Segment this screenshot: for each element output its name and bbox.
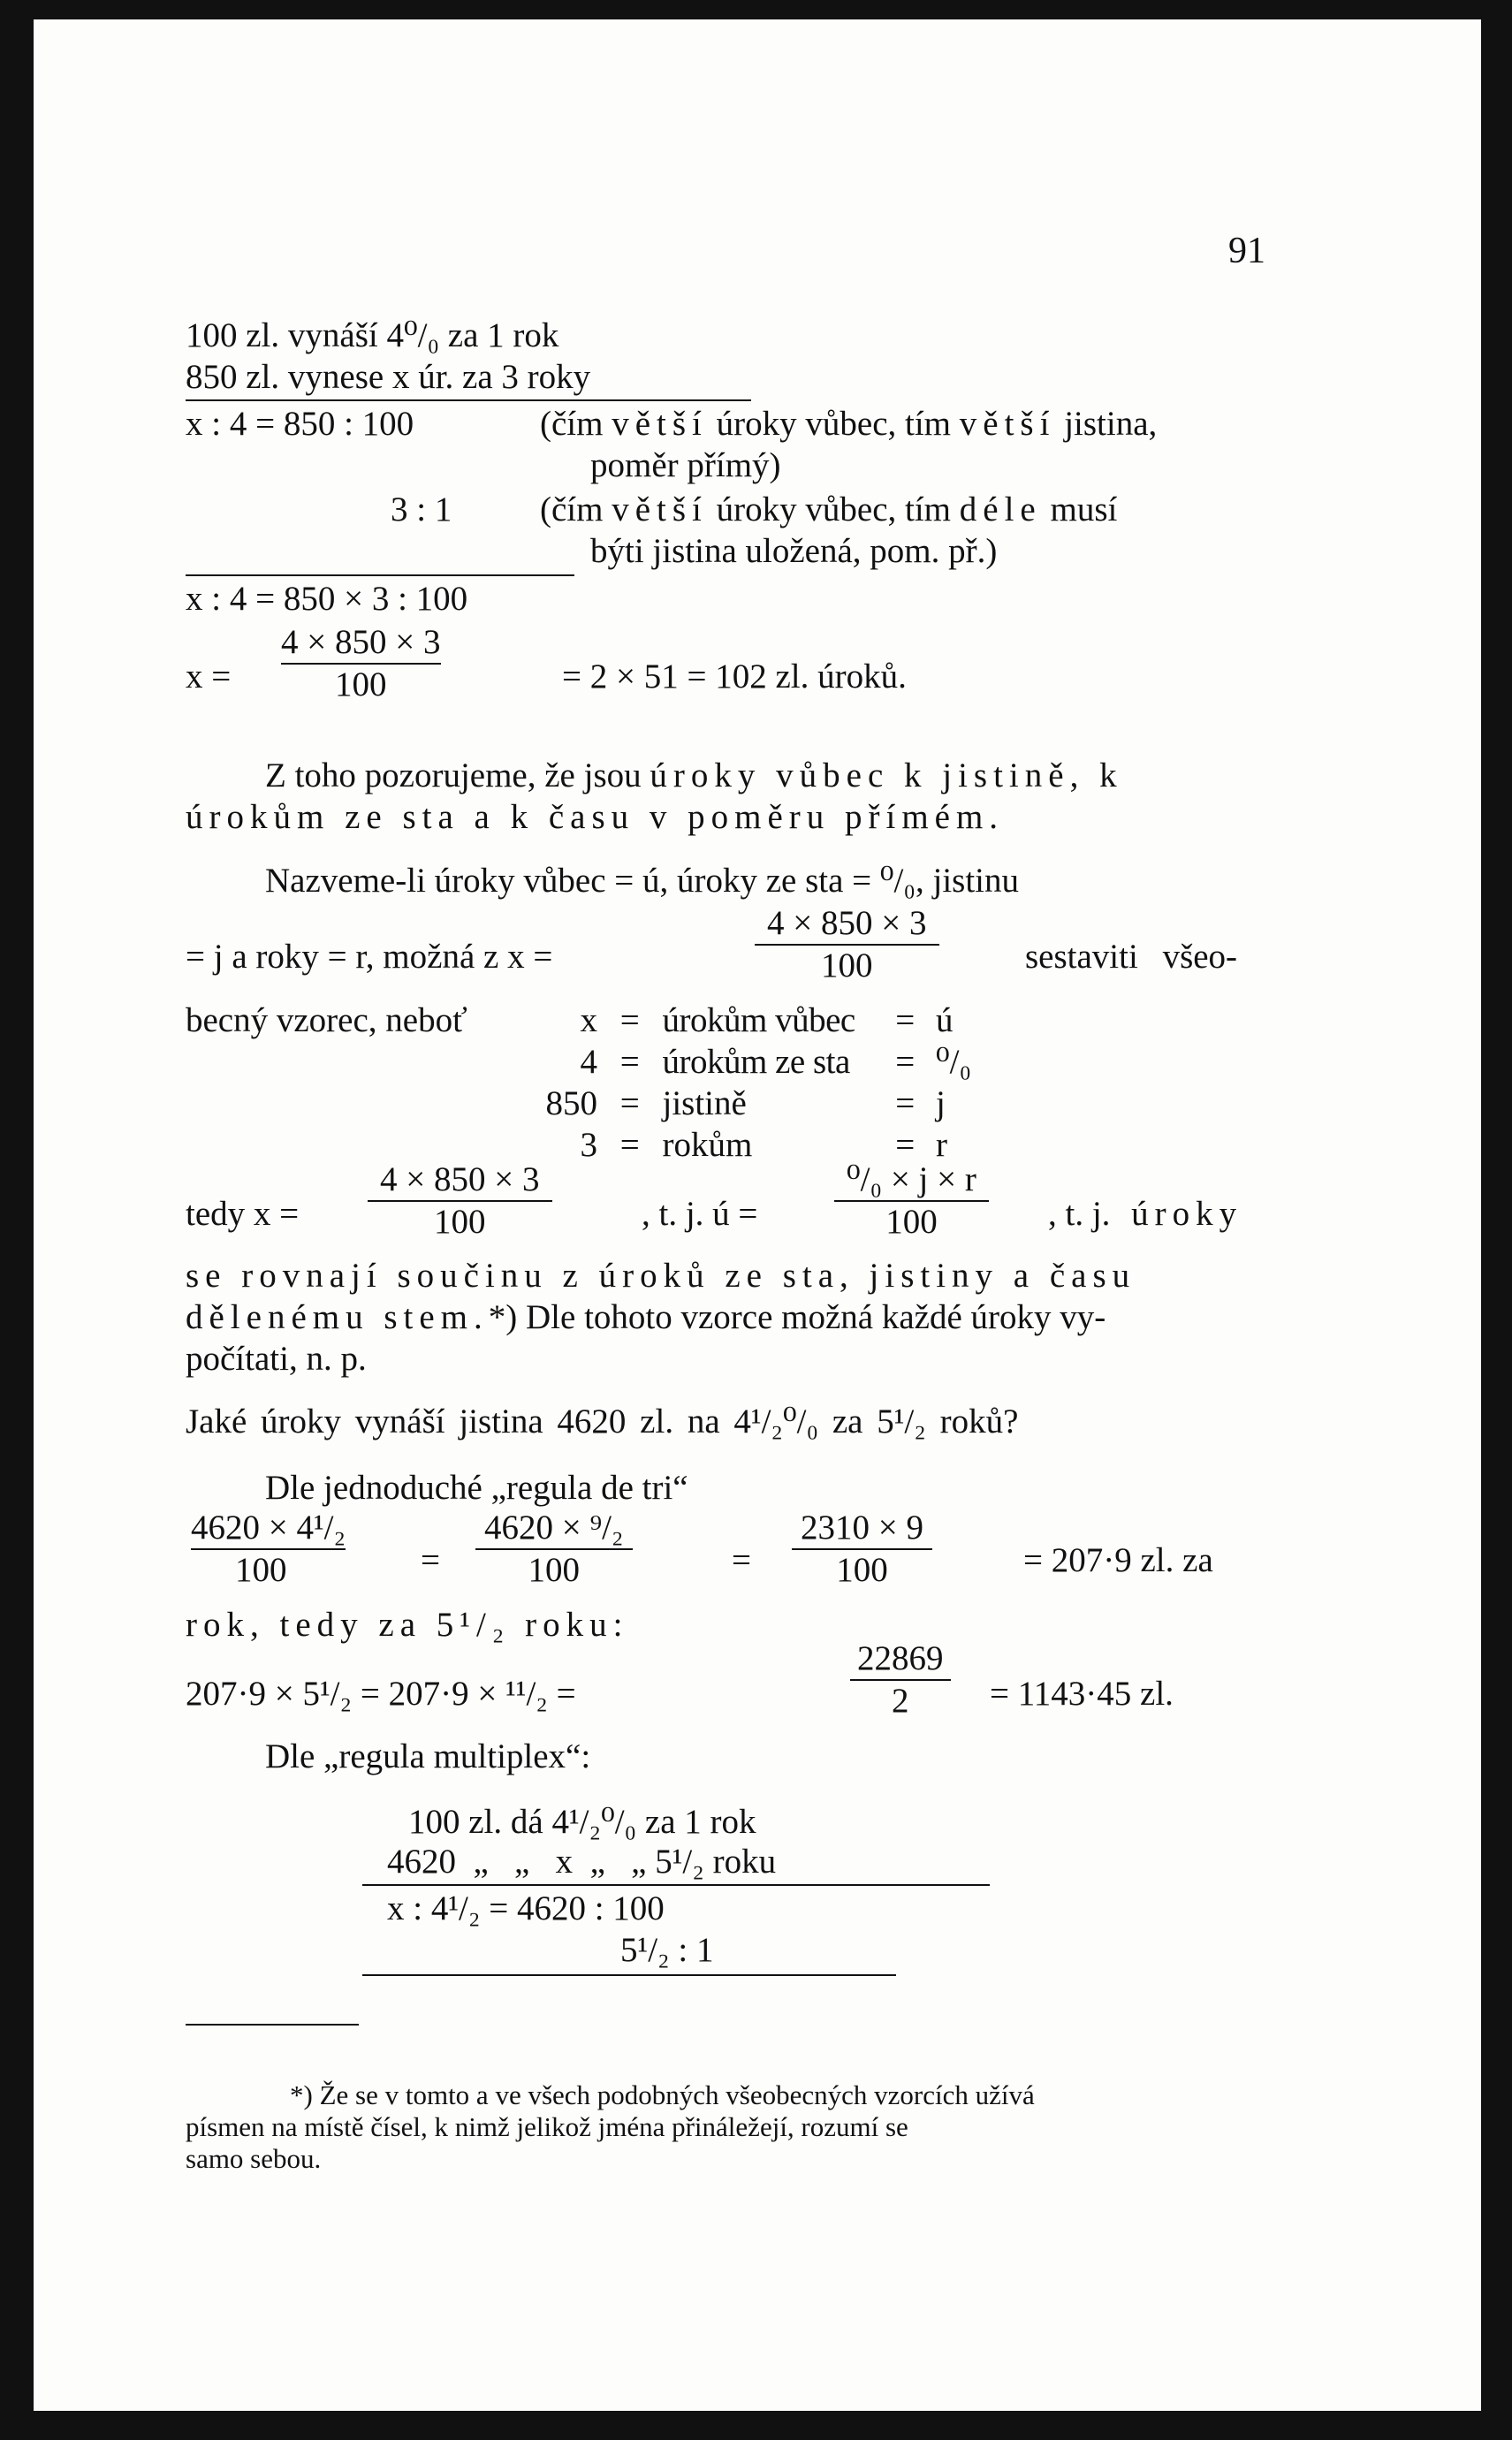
paragraph-line: Nazveme-li úroky vůbec = ú, úroky ze sta = ⁰/₀, jistinu (265, 862, 1020, 900)
legend-eq: = (895, 1126, 916, 1164)
section-heading: Dle jednoduché „regula de tri“ (265, 1469, 688, 1507)
section-heading: Dle „regula multiplex“: (265, 1737, 591, 1775)
text-line: 4620 „ „ x „ „ 5¹/₂ roku (387, 1843, 777, 1881)
proportion-line: 3 : 1 (391, 490, 452, 528)
proportion-note (540, 405, 1157, 444)
text-part: , t. j. (1048, 1195, 1111, 1233)
rule (362, 1974, 896, 1976)
note-part: (čím (540, 490, 604, 528)
legend-eq: = (619, 1084, 640, 1122)
fraction (281, 622, 441, 705)
fraction (847, 1159, 976, 1243)
legend-word: úrokům vůbec (662, 1001, 855, 1039)
fraction (857, 1638, 944, 1722)
equals-sign: = (421, 1541, 440, 1579)
note-part-spaced: větší (959, 405, 1056, 443)
rule (362, 1884, 990, 1886)
fraction-denominator: 100 (434, 1203, 486, 1241)
equals-sign: = (732, 1541, 751, 1579)
legend-eq: = (619, 1001, 640, 1039)
equation-lead: x = (186, 658, 232, 696)
equation-result: = 1143·45 zl. (990, 1675, 1174, 1713)
text-part-spaced: úroky (1131, 1195, 1243, 1233)
equation-lead: tedy x = (186, 1195, 300, 1233)
proportion-line: x : 4¹/₂ = 4620 : 100 (387, 1889, 665, 1927)
legend-word: rokům (662, 1126, 753, 1164)
equation-result: = 2 × 51 = 102 zl. úroků. (562, 658, 907, 696)
legend-eq: = (895, 1001, 916, 1039)
fraction-denominator: 100 (335, 665, 387, 703)
legend-row (546, 1001, 954, 1040)
fraction (380, 1159, 540, 1243)
legend-row (495, 1084, 946, 1123)
fraction-numerator: 4 × 850 × 3 (767, 904, 927, 942)
question-line: Jaké úroky vynáší jistina 4620 zl. na 4¹/₂⁰/₀ za 5¹/₂ roků? (186, 1402, 1019, 1440)
proportion-line: x : 4 = 850 : 100 (186, 405, 414, 443)
paragraph-line-spaced: se rovnají součinu z úroků ze sta, jistiny a času (186, 1257, 1136, 1295)
note-part-spaced: déle (959, 490, 1042, 528)
equation-line: 207·9 × 5¹/₂ = 207·9 × ¹¹/₂ = (186, 1675, 576, 1713)
fraction-numerator: 22869 (857, 1639, 944, 1677)
paragraph-line: počítati, n. p. (186, 1340, 367, 1378)
paragraph-line (186, 1298, 1106, 1337)
note-part-spaced: větší (612, 405, 708, 443)
fraction-denominator: 100 (821, 946, 873, 984)
text-part-spaced: úroky vůbec k jistině, k (650, 756, 1123, 794)
note-part: úroky vůbec, tím (716, 405, 952, 443)
fraction (801, 1508, 923, 1591)
fraction-numerator: 4620 × ⁹/₂ (484, 1509, 624, 1547)
proportion-note: poměr přímý) (590, 446, 781, 484)
legend-sym: 850 (545, 1084, 597, 1122)
legend-value: ⁰/₀ (936, 1043, 972, 1081)
text-line: 100 zl. dá 4¹/₂⁰/₀ za 1 rok (408, 1803, 756, 1841)
equation-mid: , t. j. ú = (642, 1195, 758, 1233)
legend-sym: 3 (580, 1126, 597, 1164)
note-part: úroky vůbec, tím (716, 490, 952, 528)
legend-word: úrokům ze sta (662, 1043, 850, 1081)
text-line: 850 zl. vynese x úr. za 3 roky (186, 358, 591, 396)
paragraph-line: becný vzorec, neboť (186, 1001, 467, 1039)
legend-eq: = (619, 1126, 640, 1164)
text-line: 100 zl. vynáší 4⁰/₀ za 1 rok (186, 316, 559, 354)
note-part-spaced: větší (612, 490, 708, 528)
fraction-denominator: 100 (885, 1203, 938, 1241)
paragraph-line (265, 756, 1123, 795)
text-part: *) Dle tohoto vzorce možná každé úroky vy- (488, 1298, 1106, 1336)
proportion-note: býti jistina uložená, pom. př.) (590, 532, 998, 570)
equation-result: = 207·9 zl. za (1023, 1541, 1213, 1579)
footnote-line: *) Že se v tomto a ve všech podobných všeobecných vzorcích užívá (290, 2079, 1035, 2110)
legend-eq: = (895, 1043, 916, 1081)
footnote-line: písmen na místě čísel, k nimž jelikož jména přináležejí, rozumí se (186, 2111, 908, 2142)
rule (186, 574, 574, 576)
paragraph-line-spaced: úrokům ze sta a k času v poměru přímém. (186, 798, 1005, 836)
text-part: Z toho pozorujeme, že jsou (265, 756, 642, 794)
legend-sym: 4 (580, 1043, 597, 1081)
legend-value: ú (936, 1001, 954, 1039)
text-part-spaced: rok, tedy za 5¹/₂ roku: (186, 1606, 629, 1644)
fraction-numerator: 4 × 850 × 3 (380, 1160, 540, 1198)
proportion-note (540, 490, 1117, 529)
rule (186, 399, 751, 401)
fraction-numerator: 4 × 850 × 3 (281, 623, 441, 661)
fraction-denominator: 100 (528, 1551, 581, 1589)
footnote-line: samo sebou. (186, 2143, 322, 2174)
paragraph-line: sestaviti všeo- (1025, 938, 1238, 976)
book-page (34, 19, 1481, 2411)
note-part: musí (1050, 490, 1118, 528)
fraction-numerator: 4620 × 4¹/₂ (191, 1509, 346, 1547)
legend-value: j (936, 1084, 946, 1122)
fraction-denominator: 2 (892, 1682, 909, 1720)
page-number: 91 (1228, 231, 1265, 271)
equation-tail (1048, 1195, 1242, 1234)
legend-eq: = (619, 1043, 640, 1081)
fraction (191, 1508, 346, 1591)
legend-sym: x (580, 1001, 597, 1039)
proportion-line: 5¹/₂ : 1 (620, 1931, 714, 1969)
footnote-rule (186, 2024, 359, 2026)
legend-word: jistině (662, 1084, 747, 1122)
legend-value: r (936, 1126, 947, 1164)
legend-row (546, 1043, 971, 1082)
paragraph-line (186, 1606, 628, 1645)
paragraph-line: = j a roky = r, možná z x = (186, 938, 553, 976)
note-part: (čím (540, 405, 604, 443)
fraction-numerator: 2310 × 9 (801, 1509, 923, 1547)
text-part-spaced: dělenému stem. (186, 1298, 489, 1336)
note-part: jistina, (1064, 405, 1158, 443)
fraction-denominator: 100 (836, 1551, 888, 1589)
fraction (767, 903, 927, 986)
equation-line: x : 4 = 850 × 3 : 100 (186, 580, 468, 618)
fraction (484, 1508, 624, 1591)
fraction-numerator: ⁰/₀ × j × r (847, 1160, 976, 1198)
legend-eq: = (895, 1084, 916, 1122)
fraction-denominator: 100 (235, 1551, 287, 1589)
